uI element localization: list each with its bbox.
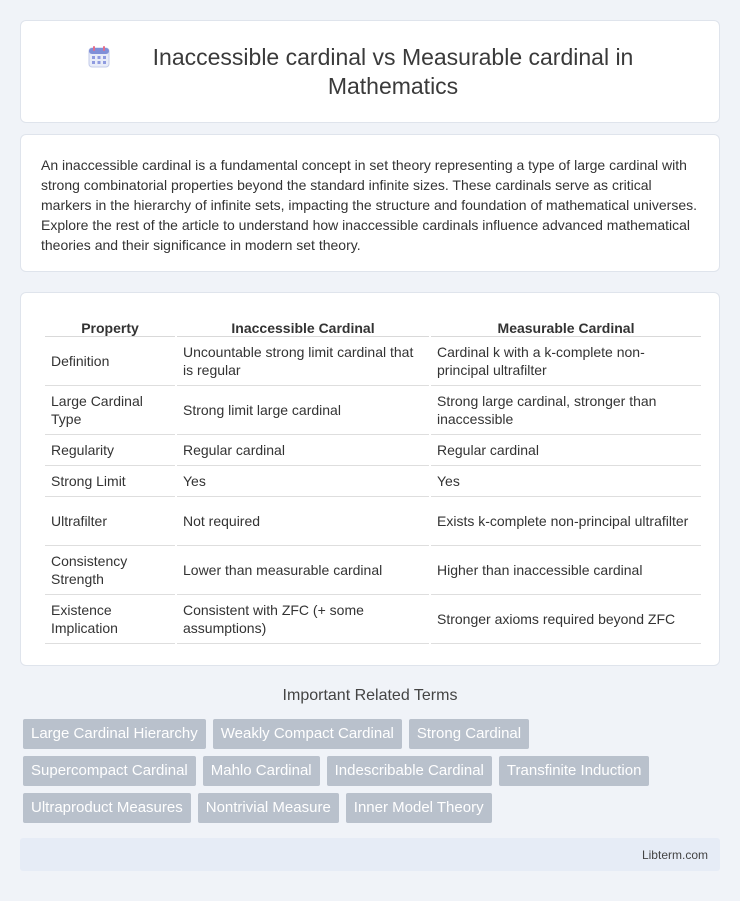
row-property: Large Cardinal Type xyxy=(45,386,175,435)
tag-large-cardinal-hierarchy[interactable]: Large Cardinal Hierarchy xyxy=(23,719,206,749)
tag-mahlo-cardinal[interactable]: Mahlo Cardinal xyxy=(203,756,320,786)
row-property: Strong Limit xyxy=(45,466,175,497)
row-measurable-value: Regular cardinal xyxy=(431,435,701,466)
page-title: Inaccessible cardinal vs Measurable cardinal in Mathematics xyxy=(152,43,634,99)
title-card xyxy=(20,20,720,123)
tag-row xyxy=(23,719,723,749)
table-header-row xyxy=(45,315,701,337)
comparison-table xyxy=(43,315,703,644)
tag-supercompact-cardinal[interactable]: Supercompact Cardinal xyxy=(23,756,196,786)
comparison-card xyxy=(20,292,720,666)
row-inaccessible-value: Lower than measurable cardinal xyxy=(177,546,429,595)
tag-row xyxy=(23,756,723,786)
title-wrap xyxy=(87,43,653,101)
footer xyxy=(20,838,720,871)
table-row xyxy=(45,435,701,466)
row-inaccessible-value: Not required xyxy=(177,497,429,546)
tag-transfinite-induction[interactable]: Transfinite Induction xyxy=(499,756,650,786)
row-measurable-value: Yes xyxy=(431,466,701,497)
row-inaccessible-value: Regular cardinal xyxy=(177,435,429,466)
table-row xyxy=(45,546,701,595)
table-row xyxy=(45,595,701,644)
table-row xyxy=(45,497,701,546)
related-terms-heading: Important Related Terms xyxy=(282,687,458,704)
row-inaccessible-value: Uncountable strong limit cardinal that is regular xyxy=(177,337,429,386)
row-property: Consistency Strength xyxy=(45,546,175,595)
header-measurable: Measurable Cardinal xyxy=(431,315,701,337)
intro-paragraph: An inaccessible cardinal is a fundamental concept in set theory representing a type of large cardinal with strong combinatorial properties beyond the standard infinite sizes. These cardinals serve as critical markers in the hierarchy of infinite sets, impacting the structure and foundation of mathematical universes. Explore the rest of the article to understand how inaccessible cardinals influence advanced mathematical theories and their significance in modern set theory. xyxy=(41,157,697,253)
row-inaccessible-value: Strong limit large cardinal xyxy=(177,386,429,435)
tag-inner-model-theory[interactable]: Inner Model Theory xyxy=(346,793,492,823)
row-property: Ultrafilter xyxy=(45,497,175,546)
tag-ultraproduct-measures[interactable]: Ultraproduct Measures xyxy=(23,793,191,823)
row-property: Regularity xyxy=(45,435,175,466)
row-measurable-value: Stronger axioms required beyond ZFC xyxy=(431,595,701,644)
row-measurable-value: Strong large cardinal, stronger than inaccessible xyxy=(431,386,701,435)
row-property: Definition xyxy=(45,337,175,386)
table-row xyxy=(45,386,701,435)
intro-card xyxy=(20,134,720,272)
row-measurable-value: Exists k-complete non-principal ultrafilter xyxy=(431,497,701,546)
row-measurable-value: Higher than inaccessible cardinal xyxy=(431,546,701,595)
table-row xyxy=(45,466,701,497)
tag-indescribable-cardinal[interactable]: Indescribable Cardinal xyxy=(327,756,492,786)
row-inaccessible-value: Yes xyxy=(177,466,429,497)
header-inaccessible: Inaccessible Cardinal xyxy=(177,315,429,337)
footer-brand[interactable]: Libterm.com xyxy=(641,848,708,862)
header-property: Property xyxy=(45,315,175,337)
tag-nontrivial-measure[interactable]: Nontrivial Measure xyxy=(198,793,339,823)
calendar-icon xyxy=(87,45,111,69)
row-measurable-value: Cardinal k with a k-complete non-principal ultrafilter xyxy=(431,337,701,386)
related-terms xyxy=(23,719,723,830)
table-row xyxy=(45,337,701,386)
row-property: Existence Implication xyxy=(45,595,175,644)
tag-strong-cardinal[interactable]: Strong Cardinal xyxy=(409,719,529,749)
tag-weakly-compact-cardinal[interactable]: Weakly Compact Cardinal xyxy=(213,719,402,749)
tag-row xyxy=(23,793,723,823)
row-inaccessible-value: Consistent with ZFC (+ some assumptions) xyxy=(177,595,429,644)
